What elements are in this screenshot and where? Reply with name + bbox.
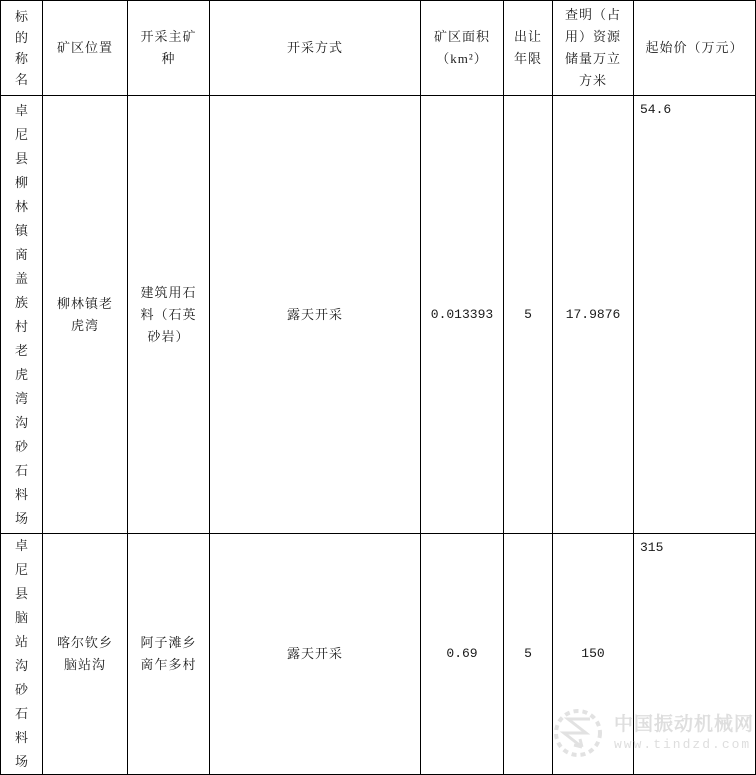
header-mine-area: 矿区面积（km²） (421, 1, 504, 96)
row1-grant-years: 5 (504, 96, 553, 534)
row1-subject-name: 卓尼县柳林镇啇盖族村老虎湾沟砂石料场 (1, 96, 43, 534)
row2-verified-reserves: 150 (553, 534, 634, 774)
header-mining-method: 开采方式 (210, 1, 421, 96)
row1-verified-reserves: 17.9876 (553, 96, 634, 534)
header-grant-years: 出让年限 (504, 1, 553, 96)
row1-mining-method: 露天开采 (210, 96, 421, 534)
row1-mine-area: 0.013393 (421, 96, 504, 534)
row2-mine-location: 喀尔钦乡脑站沟 (43, 534, 128, 774)
row2-mining-method: 露天开采 (210, 534, 421, 774)
watermark-site-url: www.tindzd.com (614, 737, 752, 752)
row2-main-mineral: 阿子滩乡啇乍多村 (128, 534, 210, 774)
row2-mine-area: 0.69 (421, 534, 504, 774)
header-starting-price: 起始价（万元） (634, 1, 755, 96)
row2-subject-name: 卓尼县脑站沟砂石料场 (1, 534, 43, 774)
row1-main-mineral: 建筑用石料（石英砂岩） (128, 96, 210, 534)
header-verified-reserves: 查明（占用）资源储量万立方米 (553, 1, 634, 96)
row1-mine-location: 柳林镇老虎湾 (43, 96, 128, 534)
row2-grant-years: 5 (504, 534, 553, 774)
watermark-site-name: 中国振动机械网 (614, 714, 755, 735)
row2-starting-price: 315 (640, 540, 664, 555)
header-subject-name: 标的称名 (1, 1, 43, 96)
row1-starting-price: 54.6 (634, 96, 755, 534)
header-mine-location: 矿区位置 (43, 1, 128, 96)
header-main-mineral: 开采主矿种 (128, 1, 210, 96)
